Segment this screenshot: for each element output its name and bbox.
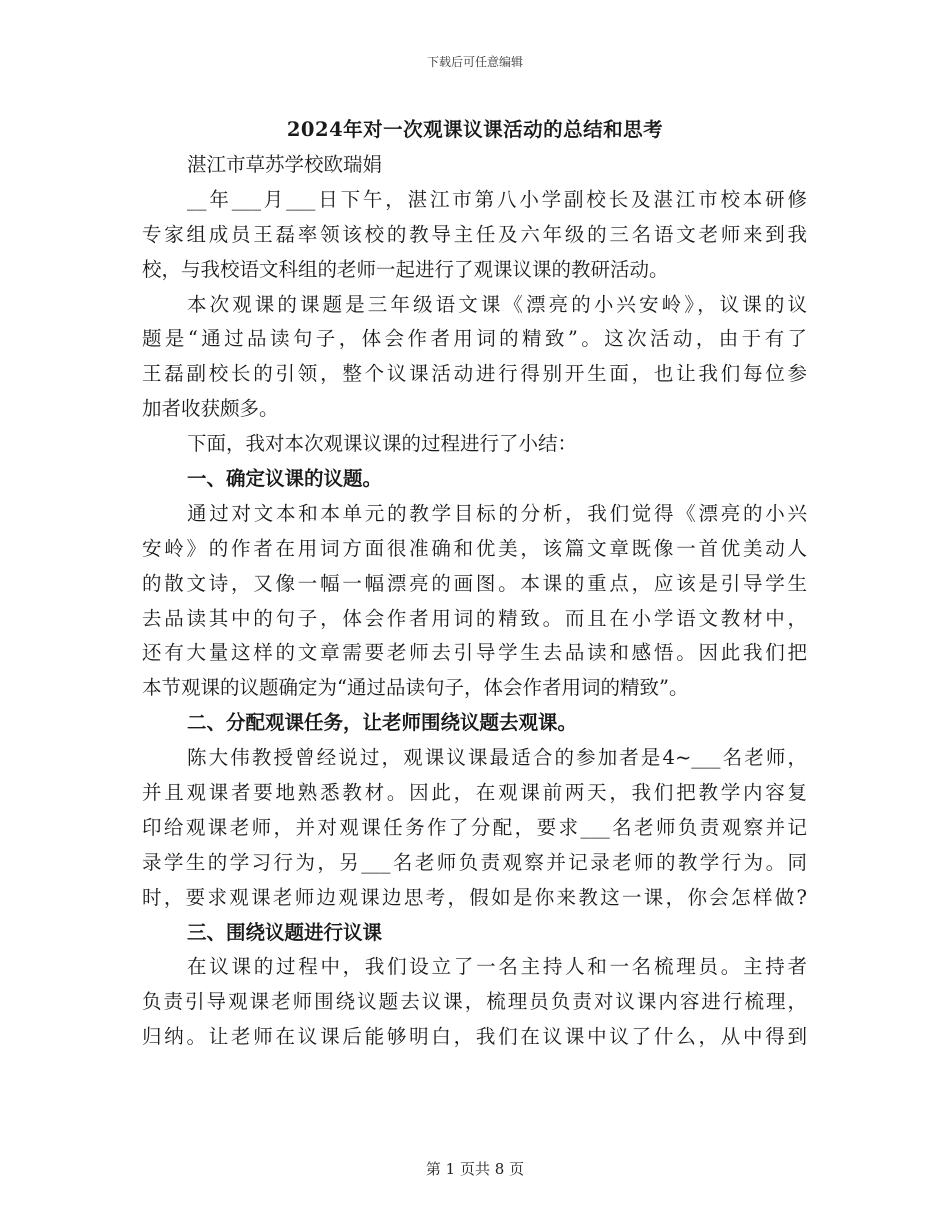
text-line: 校，与我校语文科组的老师一起进行了观课议课的教研活动。 (142, 257, 669, 281)
text-line: 印给观课老师，并对观课任务作了分配，要求___名老师负责观察并记 (142, 815, 807, 839)
text-line: 时，要求观课老师边观课边思考，假如是你来教这一课，你会怎样做? (142, 885, 807, 909)
text-line: 陈大伟教授曾经说过，观课议课最适合的参加者是4~___名老师， (187, 746, 807, 770)
text-line: 专家组成员王磊率领该校的教导主任及六年级的三名语文老师来到我 (142, 222, 807, 246)
section-heading: 一、确定议课的议题。 (187, 467, 383, 491)
text-line: 负责引导观课老师围绕议题去议课，梳理员负责对议课内容进行梳理， (142, 990, 807, 1014)
page-footer: 第 1 页共 8 页 (425, 1160, 525, 1178)
text-line: 归纳。让老师在议课后能够明白，我们在议课中议了什么，从中得到 (142, 1025, 807, 1049)
section-heading: 三、围绕议题进行议课 (187, 920, 383, 944)
text-line: 湛江市草苏学校欧瑞娟 (187, 153, 383, 176)
text-line: 的散文诗，又像一幅一幅漂亮的画图。本课的重点，应该是引导学生 (142, 571, 807, 595)
document-body (142, 148, 807, 1055)
text-line: 在议课的过程中，我们设立了一名主持人和一名梳理员。主持者 (187, 955, 807, 979)
text-line: 本次观课的课题是三年级语文课《漂亮的小兴安岭》，议课的议 (187, 292, 807, 316)
text-line: __年___月___日下午，湛江市第八小学副校长及湛江市校本研修 (187, 187, 807, 211)
text-line: 下面，我对本次观课议课的过程进行了小结： (187, 432, 578, 456)
text-line: 录学生的学习行为，另___名老师负责观察并记录老师的教学行为。同 (142, 850, 807, 874)
text-line: 通过对文本和本单元的教学目标的分析，我们觉得《漂亮的小兴 (187, 501, 807, 525)
text-line: 还有大量这样的文章需要老师去引导学生去品读和感悟。因此我们把 (142, 641, 807, 665)
document-title: 2024年对一次观课议课活动的总结和思考 (286, 118, 664, 141)
text-line: 题是“通过品读句子，体会作者用词的精致”。这次活动，由于有了 (142, 327, 807, 351)
text-line: 王磊副校长的引领，整个议课活动进行得别开生面，也让我们每位参 (142, 362, 807, 386)
text-line: 加者收获颇多。 (142, 397, 279, 421)
header-note: 下载后可任意编辑 (426, 55, 523, 69)
section-heading: 二、分配观课任务，让老师围绕议题去观课。 (187, 711, 578, 735)
text-line: 去品读其中的句子，体会作者用词的精致。而且在小学语文教材中， (142, 606, 807, 630)
text-line: 并且观课者要地熟悉教材。因此，在观课前两天，我们把教学内容复 (142, 781, 807, 805)
text-line: 本节观课的议题确定为“通过品读句子，体会作者用词的精致”。 (142, 676, 689, 700)
text-line: 安岭》的作者在用词方面很准确和优美，该篇文章既像一首优美动人 (142, 536, 807, 560)
